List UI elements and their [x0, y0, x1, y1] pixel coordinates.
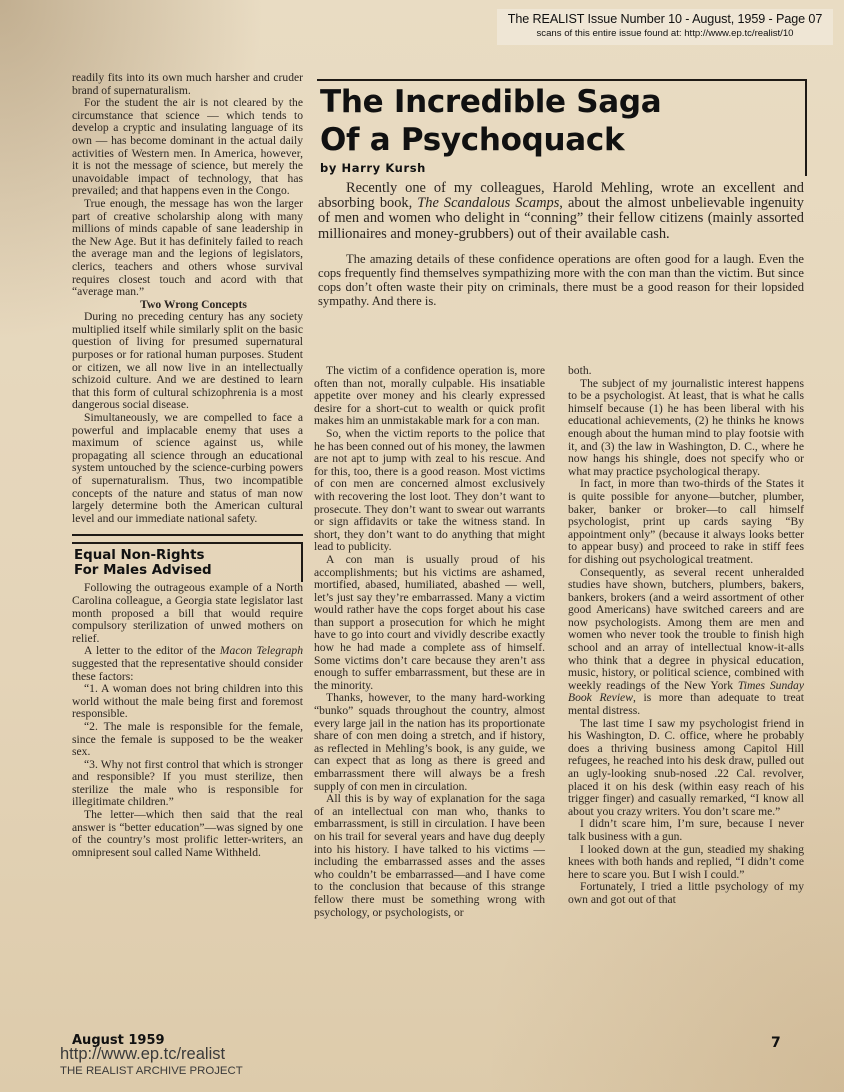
feature-lead [318, 181, 804, 318]
lead-paragraph: Recently one of my colleagues, Harold Mehling, wrote an excellent and absorbing book, The Scandalous Scamps, about the almost unbelievable ingenuity of men and women who delight in “conning” their fellow citizens (mainly assorted millionaires and money-grubbers) out of their available cash. [318, 180, 804, 242]
paragraph: Thanks, however, to the many hard-working “bunko” squads throughout the country, almost every large jail in the nation has its proportionate share of con men doing a stretch, and if history, as reflected in Mehling’s book, is any guide, we can expect that as long as there is greed and embarrassment there will always be a fresh supply of con men in circulation. [314, 691, 545, 793]
issue-date: August 1959 [72, 1033, 165, 1048]
publication-name: Macon Telegraph [219, 644, 303, 658]
paragraph: Following the outrageous example of a North Carolina colleague, a Georgia state legislator last month proposed a bill that would require compulsory sterilization of unwed mothers on relief. [72, 581, 303, 645]
byline: by Harry Kursh [320, 161, 426, 175]
publication-name: Times Sunday Book Review [568, 678, 804, 705]
paragraph: The subject of my journalistic interest happens to be a psychologist. At least, that is what he calls himself because (1) he has been liberal with his educational achievements, (2) he thinks he knows enough about the human mind to play footsie with it, and (3) the law in Washington, D. C., where he now hangs his shingle, does not specify who or what may practice psychological therapy. [568, 376, 804, 478]
paragraph: Fortunately, I tried a little psychology of my own and got out of that [568, 880, 804, 906]
archive-banner [497, 9, 833, 45]
paragraph: The letter—which then said that the real answer is “better education”—was signed by one of the country’s most prolific letter-writers, an omnipresent soul called Name Withheld. [72, 808, 303, 859]
archive-url[interactable]: http://www.ep.tc/realist [60, 1045, 226, 1063]
right-column [568, 365, 804, 907]
paragraph: Consequently, as several recent unheralded studies have shown, butchers, plumbers, bakers, bankers, brokers (and a weird assortment of other good Americans) have switched careers and are now psychologists. Among them are men and women who never took the trouble to finish high school and an array of intellectual know-it-alls who think that a degree in physical education, music, history, or political science, combined with weekly readings of the New York Times Sunday Book Review, is more than adequate to treat mental distress. [568, 565, 804, 718]
paragraph: A letter to the editor of the Macon Telegraph suggested that the representative should consider these factors: [72, 644, 303, 683]
archive-banner-title: The REALIST Issue Number 10 - August, 1959 - Page 07 [507, 12, 823, 26]
book-title: The Scandalous Scamps [417, 195, 560, 212]
paragraph: “2. The male is responsible for the female, since the female is supposed to be the weaker sex. [72, 719, 303, 759]
box-article-headline: Equal Non-Rights For Males Advised [72, 542, 303, 582]
archive-banner-subtitle: scans of this entire issue found at: http://www.ep.tc/realist/10 [536, 28, 794, 39]
lead-paragraph: The amazing details of these confidence operations are often good for a laugh. Even the cops frequently find themselves sympathizing more with the con man than the victim. But since cops don’t often waste their pity on criminals, there must be a good reason for their lopsided sympathy. And there is. [318, 251, 804, 308]
paragraph: For the student the air is not cleared by the circumstance that science — which tends to develop a cryptic and insulating language of its own — has become dominant in the actual daily activities of Western men. In America, however, it is not the message of science, but merely the unavoidable impact of technology, that has prevailed; and that happens even in the Congo. [72, 96, 303, 198]
section-subhead: Two Wrong Concepts [140, 297, 247, 311]
paragraph: Simultaneously, we are compelled to face a powerful and implacable enemy that uses a maximum of science against us, while propagating all science through an educational system untouched by the science-curbing powers of supernaturalism. Thus, two incompatible concepts of the nature and status of man now largely determine both the American cultural level and our immediate national safety. [72, 411, 303, 525]
paragraph: I didn’t scare him, I’m sure, because I never talk business with a gun. [568, 817, 804, 843]
paragraph: All this is by way of explanation for the saga of an intellectual con man who, thanks to embarrassment, is still in circulation. I have been on his trail for several years and have dug deeply into his history. I have talked to his victims — including the embarrassed asses and the asses who couldn’t be embarrassed—and I have come to the conclusion that because of this strange fellow there must be something wrong with psychology, or psychologists, or [314, 792, 545, 919]
paragraph: I looked down at the gun, steadied my shaking knees with both hands and replied, “I didn’t come here to scare you. But I wish I could.” [568, 842, 804, 881]
paragraph: In fact, in more than two-thirds of the States it is quite possible for anyone—butcher, plumber, baker, banker or broker—to call himself psychologist, print up cards saying “By appointment only” (because it always looks better to appear busy) and proceed to rake in stiff fees for dishing out psychological treatment. [568, 477, 804, 566]
archive-project-label: THE REALIST ARCHIVE PROJECT [60, 1065, 243, 1077]
paragraph: So, when the victim reports to the police that he has been conned out of his money, the lawmen are not apt to jump with zeal to his rescue. And for this, too, there is a good reason. Most victims of con men are concerned almost exclusively with recovering the lost loot. They don’t want to prosecute. They don’t want to swear out warrants or sign affidavits or take the witness stand. In short, they don’t want to do anything that might lead to publicity. [314, 426, 545, 554]
left-column [72, 72, 303, 859]
middle-column [314, 365, 545, 919]
paragraph: “3. Why not first control that which is stronger and responsible? If you must sterilize, then sterilize the male who is responsible for illegitimate children.” [72, 757, 303, 809]
paragraph: During no preceding century has any society multiplied itself while similarly split on the basic question of living for presumed supernatural purposes or for rational human purposes. Student or citizen, we all now live in an intellectually schizoid culture. And we are destined to learn that this form of cultural schizophrenia is a most dangerous social disease. [72, 310, 303, 412]
paragraph: True enough, the message has won the larger part of creative scholarship along with many millions of minds capable of sane leadership in the New Age. But it has definitely failed to reach the average man and the legions of legislators, clerics, teachers and others whose survival requires closest touch and acord with that “average man.” [72, 196, 303, 299]
paragraph: readily fits into its own much harsher and cruder brand of supernaturalism. [72, 71, 303, 97]
section-divider [72, 534, 303, 536]
paragraph: “1. A woman does not bring children into this world without the male being first and foremost responsible. [72, 682, 303, 721]
feature-headline: The Incredible Saga Of a Psychoquack [320, 84, 662, 158]
page-number: 7 [771, 1035, 781, 1051]
paragraph: A con man is usually proud of his accomplishments; but his victims are ashamed, mortified, abased, humiliated, abashed — well, let’s just say they’re embarrassed. Many a victim would rather have the cops forget about his case than support a prosecution for which he might have to go into court and vividly describe exactly how he had made a complete ass of himself. Some victims don’t care because they aren’t ass enough to suffer embarrassment, but these are in the minority. [314, 552, 545, 692]
paragraph: The last time I saw my psychologist friend in his Washington, D. C. office, where he probably does a thriving business among Capitol Hill refugees, he reached into his desk draw, pulled out an ugly-looking snub-nosed .22 Cal. revolver, placed it on his desk (within easy reach of his trigger finger) and casually remarked, “I know all about you crazy writers. You don’t scare me.” [568, 716, 804, 818]
paragraph: both. [568, 364, 592, 377]
paragraph: The victim of a confidence operation is, more often than not, morally culpable. His insatiable appetite over money and his clearly expressed desire for a short-cut to wealth or quick profit makes him an unmistakable mark for a con man. [314, 364, 545, 428]
